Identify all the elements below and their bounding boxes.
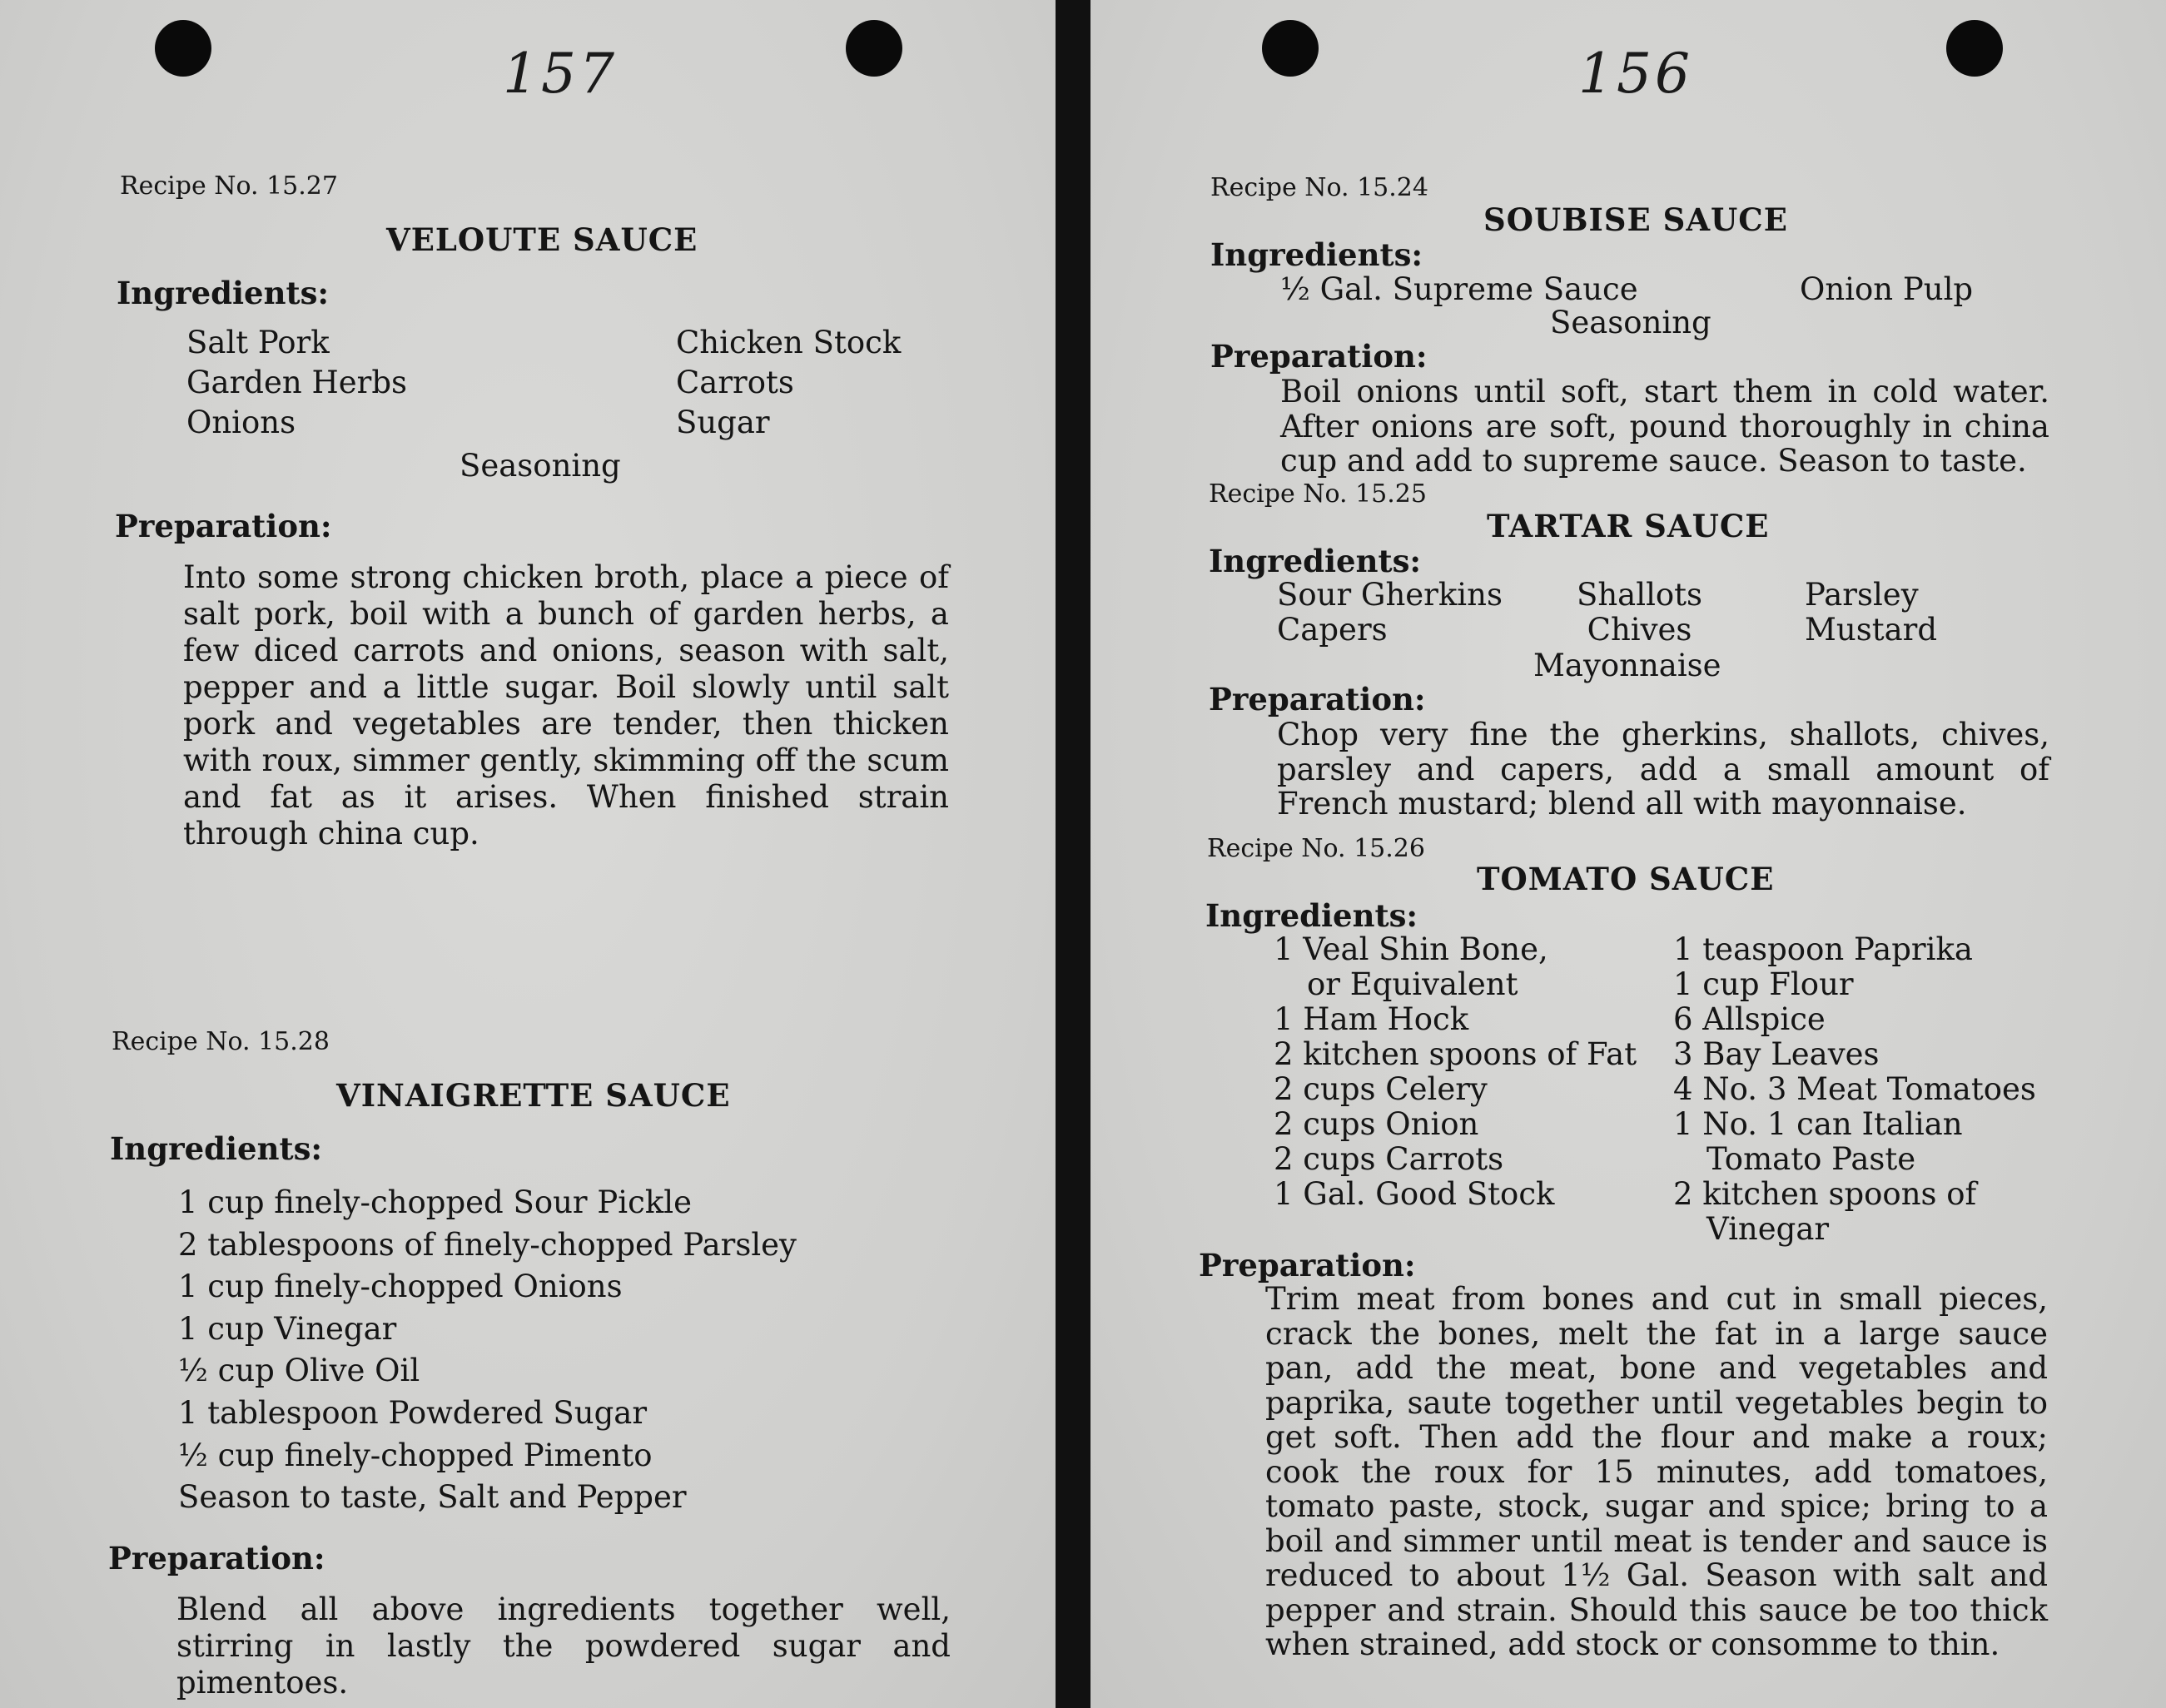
preparation-text: Blend all above ingredients together well, stirring in lastly the powdered sugar and pimentoes. bbox=[176, 1591, 951, 1701]
page-number: 157 bbox=[503, 42, 618, 106]
recipe-number: Recipe No. 15.28 bbox=[112, 1027, 330, 1056]
recipe-title: VELOUTE SAUCE bbox=[386, 221, 698, 258]
ingredient-item: 3 Bay Leaves bbox=[1673, 1036, 1880, 1072]
ingredient-item: Season to taste, Salt and Pepper bbox=[178, 1479, 687, 1516]
ingredients-label: Ingredients: bbox=[1205, 897, 1418, 934]
preparation-label: Preparation: bbox=[1199, 1247, 1416, 1283]
ingredient-item: Parsley bbox=[1805, 577, 1919, 613]
punch-hole bbox=[1262, 20, 1319, 77]
ingredient-item: 1 cup finely-chopped Onions bbox=[178, 1269, 623, 1305]
recipe-title: SOUBISE SAUCE bbox=[1483, 201, 1788, 238]
ingredient-item: ½ cup finely-chopped Pimento bbox=[178, 1437, 653, 1473]
punch-hole bbox=[1946, 20, 2003, 77]
preparation-label: Preparation: bbox=[1209, 681, 1426, 717]
ingredient-list bbox=[178, 1182, 797, 1519]
ingredients-label: Ingredients: bbox=[1210, 236, 1423, 273]
recipe-number: Recipe No. 15.25 bbox=[1209, 479, 1427, 509]
ingredient-item: Mayonnaise bbox=[1533, 648, 1721, 683]
recipe-title: TARTAR SAUCE bbox=[1487, 508, 1770, 544]
preparation-text: Chop very fine the gherkins, shallots, chives, parsley and capers, add a small amount of French mustard; blend all with mayonnaise. bbox=[1277, 717, 2049, 822]
ingredient-column bbox=[1673, 932, 2036, 1247]
ingredient-column bbox=[1274, 932, 1637, 1212]
ingredient-item: 2 kitchen spoons of bbox=[1673, 1176, 1977, 1212]
ingredient-item: ½ cup Olive Oil bbox=[178, 1353, 420, 1389]
ingredient-column bbox=[1805, 578, 1937, 648]
ingredient-item: 2 cups Onion bbox=[1274, 1106, 1479, 1142]
ingredient-column bbox=[1577, 578, 1702, 648]
recipe-title: TOMATO SAUCE bbox=[1477, 861, 1775, 897]
recipe-number: Recipe No. 15.24 bbox=[1210, 173, 1428, 202]
left-recipe-card bbox=[0, 0, 1056, 1708]
recipe-number: Recipe No. 15.27 bbox=[120, 171, 338, 201]
preparation-text: Boil onions until soft, start them in cold water. After onions are soft, pound thoroughly in china cup and add to supreme sauce. Season to taste. bbox=[1280, 374, 2049, 479]
ingredient-item: Salt Pork bbox=[186, 325, 330, 360]
punch-hole bbox=[155, 20, 211, 77]
ingredient-item: 6 Allspice bbox=[1673, 1001, 1826, 1037]
preparation-label: Preparation: bbox=[108, 1540, 325, 1576]
ingredient-item: 1 cup finely-chopped Sour Pickle bbox=[178, 1184, 692, 1220]
preparation-text: Trim meat from bones and cut in small pieces, crack the bones, melt the fat in a large sauce pan, add the meat, bone and vegetables and paprika, saute together until vegetables begin to get soft. Then add the flour and make a roux; cook the roux for 15 minutes, add tomatoes, tomato paste, stock, sugar and spice; bring to a boil and simmer until meat is tender and sauce is reduced to about 1½ Gal. Season with salt and pepper and strain. Should this sauce be too thick when strained, add stock or consomme to thin. bbox=[1265, 1281, 2048, 1662]
ingredient-item: Carrots bbox=[676, 365, 794, 400]
ingredient-item: 1 Ham Hock bbox=[1274, 1001, 1469, 1037]
ingredient-item: Capers bbox=[1277, 612, 1388, 648]
ingredient-item: 4 No. 3 Meat Tomatoes bbox=[1673, 1071, 2036, 1107]
ingredients-label: Ingredients: bbox=[1209, 543, 1422, 579]
ingredient-column bbox=[1277, 578, 1503, 648]
ingredient-item: Seasoning bbox=[1550, 305, 1711, 340]
ingredient-item: or Equivalent bbox=[1307, 966, 1518, 1002]
ingredient-item: 2 cups Carrots bbox=[1274, 1141, 1504, 1177]
ingredient-item: 1 tablespoon Powdered Sugar bbox=[178, 1394, 648, 1431]
ingredient-item: Onion Pulp bbox=[1800, 271, 1974, 307]
ingredient-item: 1 Veal Shin Bone, bbox=[1274, 931, 1548, 967]
ingredient-item: Mustard bbox=[1805, 612, 1938, 648]
recipe-number: Recipe No. 15.26 bbox=[1207, 834, 1425, 863]
preparation-text: Into some strong chicken broth, place a piece of salt pork, boil with a bunch of garden herbs, a few diced carrots and onions, season with salt, pepper and a little sugar. Boil slowly until salt pork and vegetables are tender, then thicken with roux, simmer gently, skimming off the scum and fat as it arises. When finished strain through china cup. bbox=[183, 559, 949, 852]
ingredient-item: Chicken Stock bbox=[676, 325, 902, 360]
recipe-title: VINAIGRETTE SAUCE bbox=[336, 1077, 731, 1114]
right-recipe-card bbox=[1090, 0, 2166, 1708]
ingredients-label: Ingredients: bbox=[117, 275, 330, 311]
ingredient-item: 2 tablespoons of finely-chopped Parsley bbox=[178, 1226, 797, 1263]
preparation-label: Preparation: bbox=[1210, 338, 1428, 375]
ingredient-item: 1 Gal. Good Stock bbox=[1274, 1176, 1555, 1212]
ingredient-item: 1 No. 1 can Italian bbox=[1673, 1106, 1963, 1142]
ingredients-label: Ingredients: bbox=[110, 1130, 323, 1167]
page-number: 156 bbox=[1578, 42, 1693, 106]
ingredient-item: 2 kitchen spoons of Fat bbox=[1274, 1036, 1637, 1072]
ingredient-item: Garden Herbs bbox=[186, 365, 407, 400]
preparation-label: Preparation: bbox=[115, 508, 332, 544]
ingredient-item: Vinegar bbox=[1706, 1211, 1830, 1247]
ingredient-item: 1 cup Vinegar bbox=[178, 1310, 397, 1347]
ingredient-item: Onions bbox=[186, 405, 296, 440]
ingredient-item: Chives bbox=[1587, 612, 1692, 648]
ingredient-item: 1 teaspoon Paprika bbox=[1673, 931, 1973, 967]
punch-hole bbox=[846, 20, 902, 77]
ingredient-item: ½ Gal. Supreme Sauce bbox=[1280, 271, 1638, 307]
ingredient-item: 1 cup Flour bbox=[1673, 966, 1854, 1002]
ingredient-item: 2 cups Celery bbox=[1274, 1071, 1488, 1107]
ingredient-item: Seasoning bbox=[460, 448, 621, 484]
ingredient-item: Shallots bbox=[1577, 577, 1703, 613]
ingredient-item: Sour Gherkins bbox=[1277, 577, 1503, 613]
ingredient-item: Tomato Paste bbox=[1706, 1141, 1916, 1177]
ingredient-item: Sugar bbox=[676, 405, 770, 440]
